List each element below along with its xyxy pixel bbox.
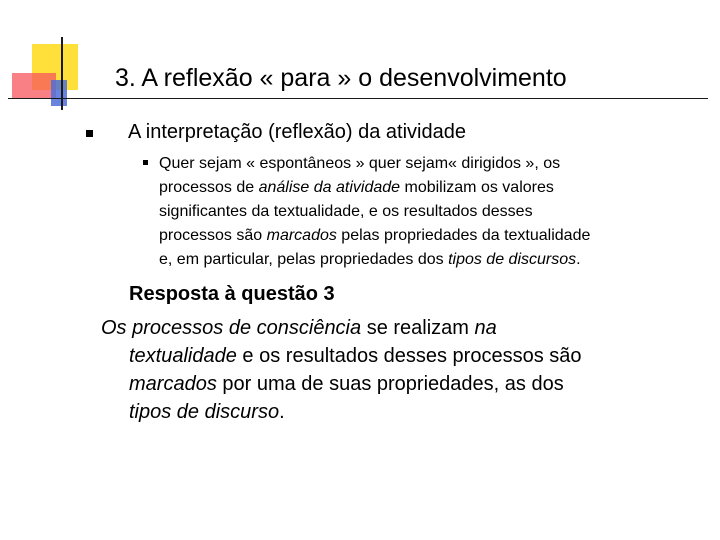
bullet-level1-text: A interpretação (reflexão) da atividade xyxy=(128,121,466,143)
italic-run: análise da atividade xyxy=(258,179,401,196)
italic-run: na xyxy=(474,317,497,339)
italic-run: Os processos de consciência xyxy=(101,317,362,339)
sub-line-3: significantes da textualidade, e os resultados desses xyxy=(159,203,533,220)
sub-line-4 xyxy=(159,224,707,248)
text-run: . xyxy=(279,401,285,423)
square-bullet-icon xyxy=(143,160,148,165)
text-run: pelas propriedades da textualidade xyxy=(336,227,591,244)
answer-heading: Resposta à questão 3 xyxy=(129,283,335,305)
title-divider-line xyxy=(8,98,708,99)
answer-paragraph xyxy=(101,314,701,426)
sub-line-1: Quer sejam « espontâneos » quer sejam« dirigidos », os xyxy=(159,155,561,172)
text-run: e, em particular, pelas propriedades dos xyxy=(159,251,449,268)
answer-line-3 xyxy=(101,370,701,398)
text-run: por uma de suas propriedades, as dos xyxy=(216,373,564,395)
italic-run: textualidade xyxy=(129,345,237,367)
text-run: e os resultados desses processos são xyxy=(236,345,582,367)
answer-line-2 xyxy=(101,342,701,370)
text-run: . xyxy=(576,251,581,268)
answer-line-4 xyxy=(101,398,701,426)
italic-run: marcados xyxy=(266,227,337,244)
decor-blue-rectangle xyxy=(51,80,67,106)
square-bullet-icon xyxy=(86,130,93,137)
italic-run: tipos de discursos xyxy=(448,251,577,268)
answer-line-1 xyxy=(101,314,701,342)
decor-vertical-line xyxy=(61,37,63,110)
bullet-level2-paragraph xyxy=(159,152,707,272)
text-run: se realizam xyxy=(361,317,475,339)
sub-line-2 xyxy=(159,176,707,200)
decor-red-rectangle xyxy=(12,73,56,98)
sub-line-5 xyxy=(159,248,707,272)
text-run: processos de xyxy=(159,179,259,196)
italic-run: tipos de discurso xyxy=(129,401,280,423)
italic-run: marcados xyxy=(129,373,217,395)
slide-title: 3. A reflexão « para » o desenvolvimento xyxy=(115,64,567,92)
text-run: mobilizam os valores xyxy=(400,179,554,196)
text-run: processos são xyxy=(159,227,267,244)
